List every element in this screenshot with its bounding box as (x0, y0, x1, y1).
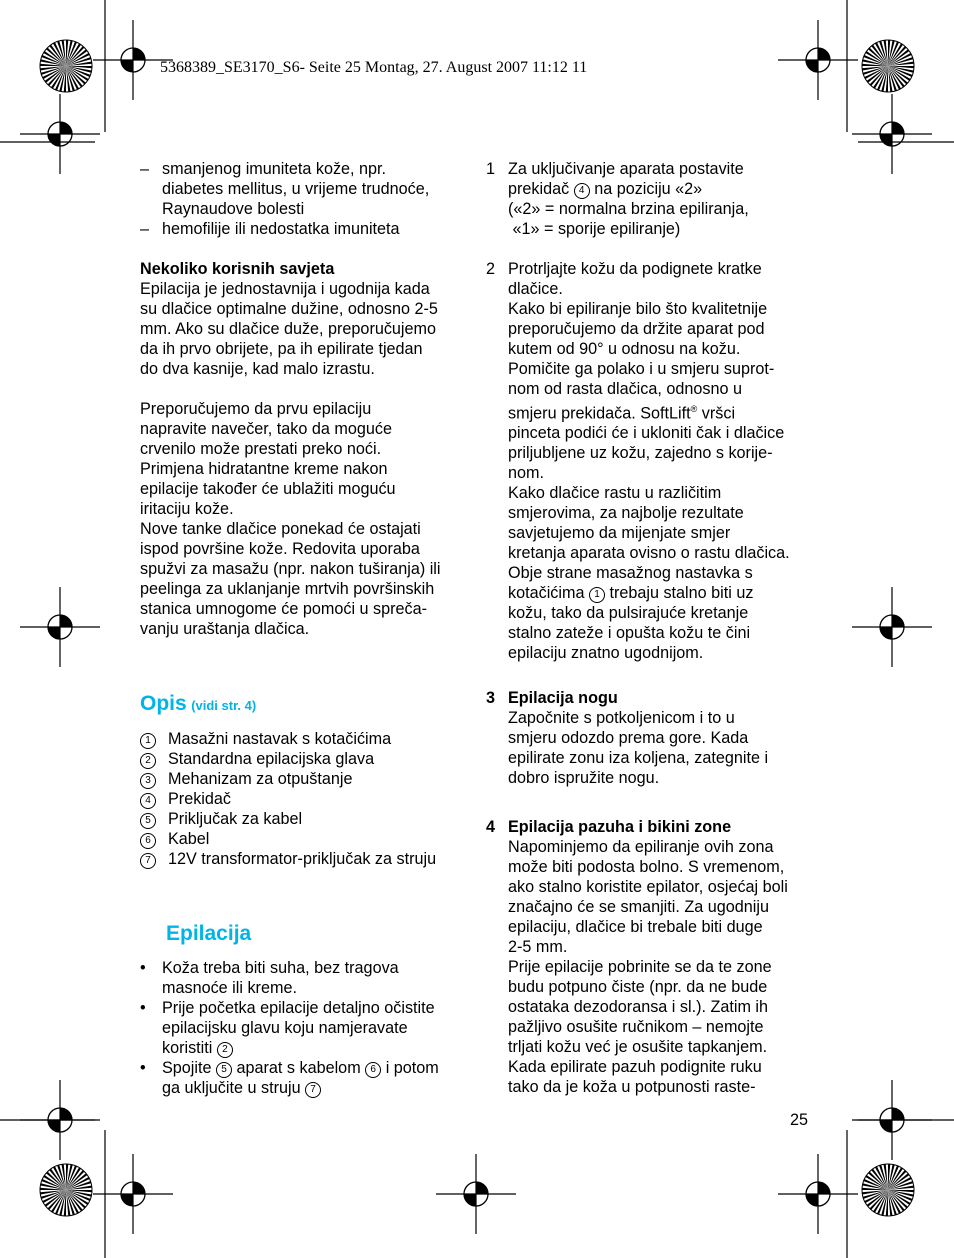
opis-item: 5 Priključak za kabel (140, 809, 480, 829)
opis-heading: Opis (vidi str. 4) (140, 692, 257, 715)
epilacija-bullets (140, 958, 480, 1098)
registration-crosshair-icon (778, 20, 858, 100)
opis-list (140, 729, 480, 869)
opis-item: 3 Mehanizam za otpuštanje (140, 769, 480, 789)
registration-starburst-icon (40, 40, 92, 92)
right-column (486, 159, 826, 663)
registration-crosshair-icon (852, 1080, 932, 1160)
registration-crosshair-icon (852, 587, 932, 667)
epilacija-heading: Epilacija (166, 922, 252, 945)
registration-crosshair-icon (436, 1154, 516, 1234)
tips-heading: Nekoliko korisnih savjeta (140, 260, 335, 278)
bullet-item: • Prije početka epilacije detaljno očistite epilacijsku glavu koju namjeravate koristiti 2 (140, 999, 435, 1057)
registration-crosshair-icon (20, 94, 100, 174)
bullet-item: • Koža treba biti suha, bez tragova masnoće ili kreme. (140, 959, 399, 997)
registration-starburst-icon (40, 1164, 92, 1216)
dash-item: – smanjenog imuniteta kože, npr. diabetes mellitus, u vrijeme trudnoće, Raynaudove bolesti (140, 160, 430, 218)
opis-item: 2 Standardna epilacijska glava (140, 749, 480, 769)
step-1: 1 Za uključivanje aparata postavite prekidač 4 na poziciju «2» («2» = normalna brzina epiliranja, «1» = sporije epiliranje) (486, 160, 749, 238)
tips-paragraph-1: Epilacija je jednostavnija i ugodnija kada su dlačice optimalne dužine, odnosno 2-5 mm. Ako su dlačice duže, preporučujemo da ih prvo obrijete, pa ih epilirate tjedan do dva kasnije, kad malo izrastu. (140, 280, 438, 378)
dash-item: – hemofilije ili nedostatka imuniteta (140, 220, 400, 238)
step-3: 3 Epilacija nogu Započnite s potkoljenicom i to u smjeru odozdo prema gore. Kada epilirate zonu iza koljena, zategnite i dobro ispružite nogu. (486, 689, 769, 787)
registration-starburst-icon (862, 40, 914, 92)
opis-item: 4 Prekidač (140, 789, 480, 809)
registration-crosshair-icon (20, 1080, 100, 1160)
registration-crosshair-icon (852, 94, 932, 174)
opis-item: 1 Masažni nastavak s kotačićima (140, 729, 480, 749)
tips-paragraph-2: Preporučujemo da prvu epilaciju napravite navečer, tako da moguće crvenilo može prestati preko noći. Primjena hidratantne kreme nakon epilacije također će ublažiti moguću iritaciju kože. Nove tanke dlačice ponekad će ostajati ispod površine kože. Redovita uporaba spužvi za masažu (npr. nakon tuširanja) ili peelinga za uklanjanje mrtvih površinskih stanica umnogome će pomoći u spreča- vanju uraštanja dlačica. (140, 400, 441, 638)
opis-item: 6 Kabel (140, 829, 480, 849)
page-number: 25 (790, 1111, 809, 1129)
bullet-item: • Spojite 5 aparat s kabelom 6 i potom ga uključite u struju 7 (140, 1059, 439, 1097)
step-2: 2 Protrljajte kožu da podignete kratke dlačice. Kako bi epiliranje bilo što kvalitetnije preporučujemo da držite aparat pod kutem od 90° u odnosu na kožu. Pomičite ga polako i u smjeru suprot- nom od rasta dlačica, odnosno u smjeru prekidača. SoftLift® vršci pinceta podići će i ukloniti čak i dlačice priljubljene uz kožu, zajedno s korije- nom. Kako dlačice rastu u različitim smjerovima, za najbolje rezultate savjetujemo da mijenjate smjer kretanja aparata ovisno o rastu dlačica. Obje strane masažnog nastavka s kotačićima 1 trebaju stalno biti uz kožu, tako da pulsirajuće kretanje stalno zateže i opušta kožu te čini epilaciju znatno ugodnijom. (486, 260, 790, 663)
registration-crosshair-icon (20, 587, 100, 667)
left-column (140, 159, 470, 639)
registration-starburst-icon (862, 1164, 914, 1216)
opis-item: 7 12V transformator-priključak za struju (140, 849, 480, 869)
step-3-title: Epilacija nogu (508, 689, 618, 707)
step-4: 4 Epilacija pazuha i bikini zone Napominjemo da epiliranje ovih zona može biti podosta bolno. S vremenom, ako stalno koristite epilator, osjećaj boli značajno će se smanjiti. Za ugodniju epilaciju, dlačice bi trebale biti duge 2-5 mm. Prije epilacije pobrinite se da te zone budu potpuno čiste (npr. da ne bude ostataka dezodoransa i sl.). Zatim ih pažljivo osušite ručnikom – nemojte trljati kožu već je osušite tapkanjem. Kada epilirate pazuh podignite ruku tako da je koža u potpunosti raste- (486, 818, 788, 1096)
dash-list (140, 159, 470, 239)
page-header: 5368389_SE3170_S6- Seite 25 Montag, 27. August 2007 11:12 11 (160, 59, 588, 76)
step-4-title: Epilacija pazuha i bikini zone (508, 818, 732, 836)
registration-crosshair-icon (778, 1154, 858, 1234)
